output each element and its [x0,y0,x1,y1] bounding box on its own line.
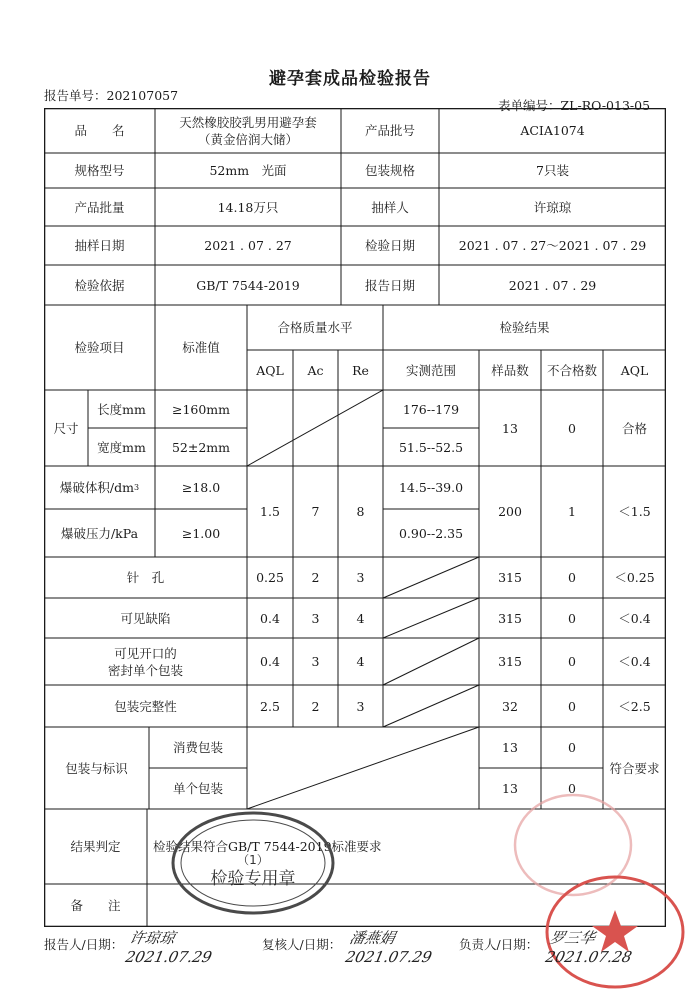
label-batch-size: 产品批量 [74,199,125,215]
burst-pressure-range: 0.90--2.35 [398,525,464,541]
label-spec: 规格型号 [74,163,125,178]
value-report-date: 2021 . 07 . 29 [508,277,597,293]
label-basis: 检验依据 [74,277,125,293]
visible-defect-re: 4 [356,610,365,626]
burst-result: ＜1.5 [618,504,651,519]
report-number: 报告单号：202107057 [44,88,179,103]
pinhole-defects: 0 [568,570,576,585]
burst-ac: 7 [311,504,320,519]
visible-defect-label: 可见缺陷 [120,610,171,626]
remarks-label: 备 注 [70,898,121,913]
pinhole-ac: 2 [311,570,320,585]
inspection-seal [168,808,338,918]
value-sample-date: 2021 . 07 . 27 [204,238,292,253]
width-label: 宽度mm [97,439,146,455]
integrity-label: 包装完整性 [114,698,177,714]
open-seal-line2: 密封单个包装 [107,662,183,678]
burst-pressure-standard: ≥1.00 [181,525,221,541]
open-seal-defects: 0 [568,654,576,669]
integrity-aql: 2.5 [260,698,280,714]
value-basis: GB/T 7544-2019 [196,277,300,293]
open-seal-ac: 3 [311,654,320,669]
label-product-name: 品 名 [74,123,125,138]
width-range: 51.5--52.5 [398,439,464,455]
col-defects: 不合格数 [546,362,597,378]
packaging-result: 符合要求 [609,760,660,776]
burst-volume-sup: 3 [133,483,140,492]
label-sampler: 抽样人 [371,199,409,215]
length-range: 176--179 [402,401,460,417]
pinhole-samples: 315 [498,570,522,585]
pinhole-result: ＜0.25 [614,570,655,585]
burst-volume-standard: ≥18.0 [181,480,221,495]
consumer-samples: 13 [502,740,518,755]
seal-text: 检验专用章 [210,869,296,889]
integrity-samples: 32 [502,698,518,714]
form-number: 表单编号：ZL-RO-013-05 [498,98,651,113]
conclusion-text: 检验结果符合GB/T 7544-2019标准要求 [153,839,382,854]
col-standard: 标准值 [182,340,220,355]
burst-aql: 1.5 [260,504,280,519]
burst-volume-label [44,466,155,509]
col-item: 检验项目 [74,340,125,355]
value-inspect-date: 2021 . 07 . 27～2021 . 07 . 29 [458,238,647,253]
label-inspect-date: 检验日期 [364,238,415,253]
visible-defect-defects: 0 [568,610,576,626]
single-samples: 13 [502,781,518,796]
label-pack-spec: 包装规格 [364,163,415,178]
single-pack-label: 单个包装 [172,781,223,796]
col-range: 实测范围 [405,362,456,378]
col-result: 检验结果 [499,320,550,335]
open-seal-label [44,638,247,685]
conclusion-label: 结果判定 [70,839,121,854]
value-pack-spec: 7只装 [536,163,569,178]
length-label: 长度mm [97,401,146,417]
seal-sub: （1） [237,853,269,867]
report-title: 避孕套成品检验报告 [269,69,431,89]
width-standard: 52±2mm [171,439,231,455]
integrity-defects: 0 [568,698,576,714]
col-samples: 样品数 [491,362,529,378]
value-product-name [155,108,341,153]
visible-defect-samples: 315 [498,610,522,626]
burst-volume-text: 爆破体积/dm [59,480,134,495]
reviewer-signature: 潘燕娟 2021.07.29 [343,929,434,966]
pinhole-label: 针 孔 [126,570,165,585]
col-aql: AQL [256,362,284,378]
single-defects: 0 [568,781,576,796]
visible-defect-ac: 3 [311,610,320,626]
responsible-label: 负责人/日期： [459,937,539,952]
consumer-pack-label: 消费包装 [172,740,223,755]
col-quality-level: 合格质量水平 [277,320,353,335]
open-seal-line1: 可见开口的 [114,645,177,661]
col-aql-result: AQL [620,362,649,378]
visible-defect-aql: 0.4 [260,610,280,626]
reviewer-label: 复核人/日期： [262,937,342,952]
label-sample-date: 抽样日期 [74,238,125,253]
open-seal-re: 4 [356,654,365,669]
value-batch-no: ACIA1074 [520,123,585,138]
burst-re: 8 [356,504,365,519]
value-batch-size: 14.18万只 [217,199,279,215]
product-name-line1: 天然橡胶胶乳男用避孕套 [179,114,317,130]
burst-samples: 200 [498,504,522,519]
size-group-label: 尺寸 [53,420,79,436]
visible-defect-result: ＜0.4 [618,610,651,626]
open-seal-samples: 315 [498,654,522,669]
size-defects: 0 [568,420,576,436]
size-result: 合格 [621,420,647,436]
value-spec: 52mm 光面 [209,163,287,178]
burst-defects: 1 [568,504,576,519]
col-re: Re [352,362,369,378]
pinhole-aql: 0.25 [256,570,284,585]
consumer-defects: 0 [568,740,576,755]
label-report-date: 报告日期 [364,277,415,293]
reporter-signature: 许琼琼 2021.07.29 [123,929,214,966]
integrity-result: ＜2.5 [618,698,651,714]
value-sampler: 许琼琼 [533,199,572,215]
label-batch-no: 产品批号 [364,123,415,138]
reporter-label: 报告人/日期： [44,937,124,952]
open-seal-result: ＜0.4 [618,654,651,669]
length-standard: ≥160mm [171,401,231,417]
product-name-line2: （黄金倍润大储） [197,131,298,147]
packaging-label: 包装与标识 [65,760,128,776]
responsible-signature: 罗三华 2021.07.28 [543,929,634,966]
integrity-re: 3 [356,698,365,714]
open-seal-aql: 0.4 [260,654,280,669]
burst-volume-range: 14.5--39.0 [398,480,464,495]
integrity-ac: 2 [311,698,320,714]
burst-pressure-label: 爆破压力/kPa [60,525,139,541]
pinhole-re: 3 [356,570,365,585]
col-ac: Ac [307,362,324,378]
size-samples: 13 [502,420,518,436]
